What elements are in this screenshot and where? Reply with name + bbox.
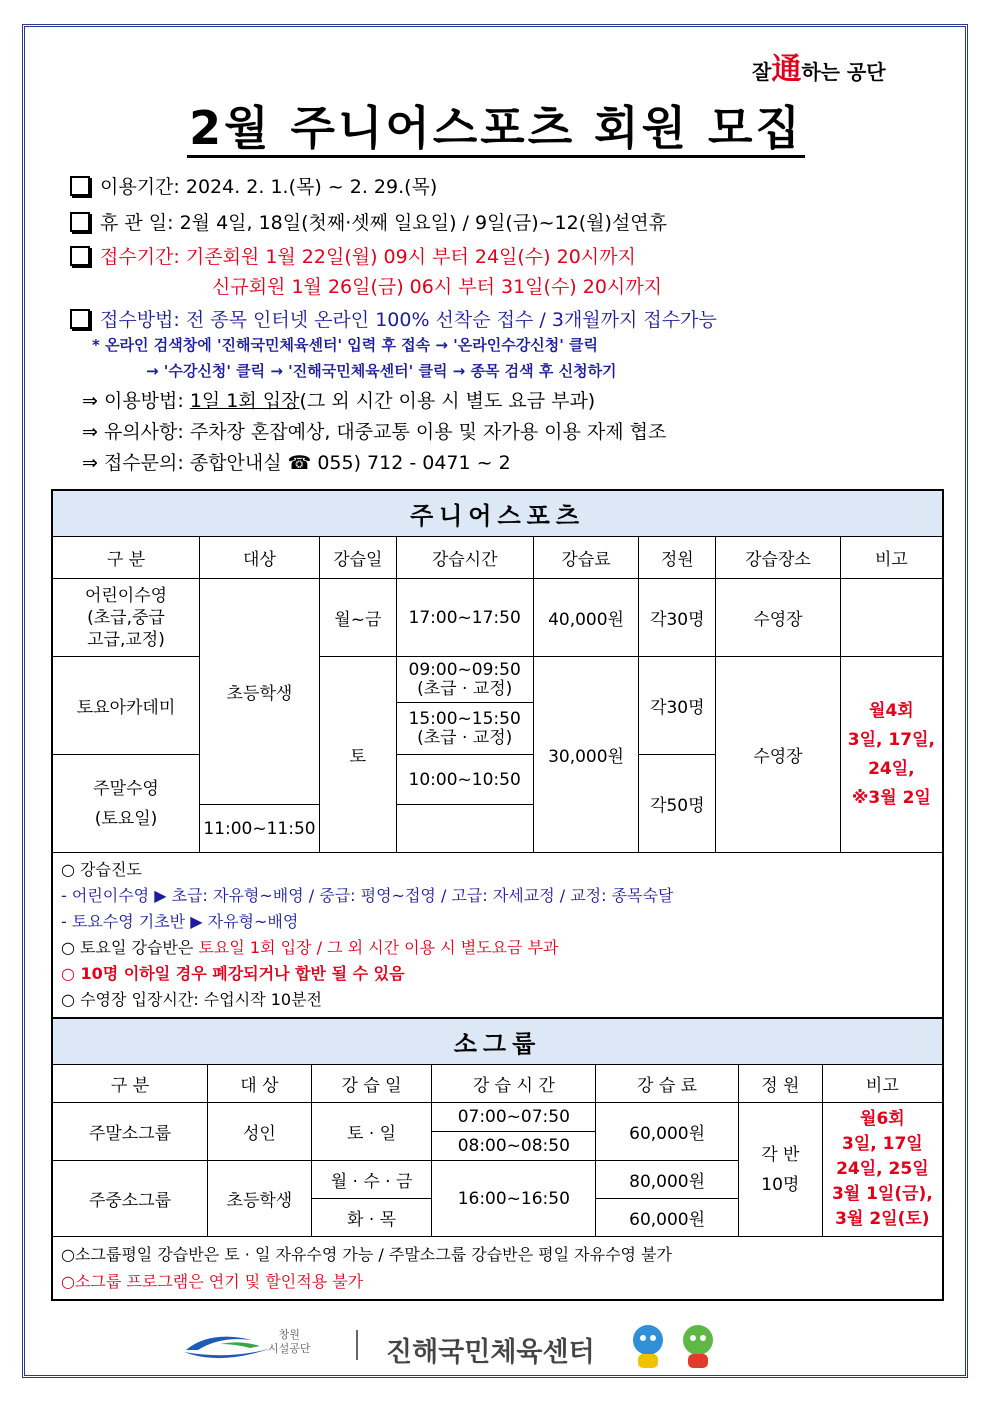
program-name: 토요아카데미 <box>52 657 200 755</box>
info-holiday: 휴 관 일: 2월 4일, 18일(첫째·셋째 일요일) / 9일(금)~12(월)설연휴 <box>70 208 667 235</box>
table-header-row <box>52 1065 943 1103</box>
footer <box>180 1320 740 1370</box>
col-header: 강습일 <box>319 537 396 579</box>
note-line: - 어린이수영 ▶ 초급: 자유형~배영 / 중급: 평영~접영 / 고급: 자세교정 / 교정: 종목숙달 <box>61 886 674 905</box>
program-name: 주말수영 (토요일) <box>52 755 200 853</box>
capacity-cell: 각30명 <box>639 657 716 755</box>
time-cell: 08:00~08:50 <box>432 1132 596 1161</box>
col-header: 비고 <box>822 1065 943 1103</box>
program-name: 어린이수영 (초급,중급 고급,교정) <box>52 579 200 657</box>
col-header: 비고 <box>840 537 943 579</box>
time-cell: 15:00~15:50 (초급 · 교정) <box>396 703 533 755</box>
info-registration: 접수기간: 기존회원 1월 22일(월) 09시 부터 24일(수) 20시까지 <box>70 242 636 269</box>
note-line: ○ 토요일 강습반은 토요일 1회 입장 / 그 외 시간 이용 시 별도요금 부과 <box>61 938 559 957</box>
days-cell: 화 · 목 <box>311 1199 432 1237</box>
capacity-cell: 각30명 <box>639 579 716 657</box>
table-row <box>52 1103 943 1132</box>
time-cell: 09:00~09:50 (초급 · 교정) <box>396 657 533 703</box>
days-cell: 월~금 <box>319 579 396 657</box>
target-cell: 성인 <box>208 1103 312 1161</box>
table-row <box>52 657 943 703</box>
mascot-characters-icon <box>620 1320 730 1370</box>
note-cell: 월4회 3일, 17일, 24일, ※3월 2일 <box>840 657 943 853</box>
info-method: 접수방법: 전 종목 인터넷 온라인 100% 선착순 접수 / 3개월까지 접수가능 <box>70 305 717 332</box>
agency-logo-icon <box>180 1326 280 1366</box>
col-header: 구 분 <box>52 537 200 579</box>
small-group-table-title: 소그룹 <box>52 1018 943 1065</box>
fee-cell: 60,000원 <box>596 1103 739 1161</box>
center-name: 진해국민체육센터 <box>386 1337 595 1368</box>
checkbox-icon <box>70 246 90 266</box>
fee-cell: 30,000원 <box>533 657 639 853</box>
page-title: 2월 주니어스포츠 회원 모집 <box>0 92 992 158</box>
col-header: 구 분 <box>52 1065 208 1103</box>
small-group-notes <box>52 1237 943 1301</box>
checkbox-icon <box>70 176 90 196</box>
place-cell: 수영장 <box>716 657 841 853</box>
note-line: ○소그룹 프로그램은 연기 및 할인적용 불가 <box>61 1272 364 1291</box>
junior-notes <box>52 853 943 1019</box>
info-usage: ⇒ 이용방법: 1일 1회 입장(그 외 시간 이용 시 별도 요금 부과) <box>82 390 596 412</box>
note-line: ○ 10명 이하일 경우 폐강되거나 합반 될 수 있음 <box>61 964 405 983</box>
note-line: - 토요수영 기초반 ▶ 자유형~배영 <box>61 912 299 931</box>
note-line: ○소그룹평일 강습반은 토 · 일 자유수영 가능 / 주말소그룹 강습반은 평일 자유수영 불가 <box>61 1245 672 1264</box>
col-header: 강 습 일 <box>311 1065 432 1103</box>
target-cell: 초등학생 <box>200 579 320 805</box>
fee-cell: 40,000원 <box>533 579 639 657</box>
time-cell: 10:00~10:50 <box>396 755 533 805</box>
junior-table-title: 주니어스포츠 <box>52 490 943 537</box>
fee-cell: 80,000원 <box>596 1161 739 1199</box>
place-cell: 수영장 <box>716 579 841 657</box>
method-note-2: → '수강신청' 클릭 → '진해국민체육센터' 클릭 → 종목 검색 후 신청하기 <box>146 362 617 380</box>
small-group-table <box>51 1017 944 1301</box>
time-cell: 17:00~17:50 <box>396 579 533 657</box>
col-header: 강 습 시 간 <box>432 1065 596 1103</box>
col-header: 정원 <box>639 537 716 579</box>
method-note-1: * 온라인 검색창에 '진해국민체육센터' 입력 후 접속 → '온라인수강신청' 클릭 <box>92 336 598 354</box>
col-header: 정 원 <box>738 1065 822 1103</box>
capacity-cell: 각 반 10명 <box>738 1103 822 1237</box>
capacity-cell: 각50명 <box>639 755 716 853</box>
time-cell: 07:00~07:50 <box>432 1103 596 1132</box>
col-header: 강습료 <box>533 537 639 579</box>
checkbox-icon <box>70 212 90 232</box>
target-cell: 초등학생 <box>208 1161 312 1237</box>
fee-cell: 60,000원 <box>596 1199 739 1237</box>
time-cell: 11:00~11:50 <box>200 805 320 853</box>
note-line: ○ 강습진도 <box>61 860 142 879</box>
table-header-row <box>52 537 943 579</box>
col-header: 강습장소 <box>716 537 841 579</box>
col-header: 강습시간 <box>396 537 533 579</box>
time-cell: 16:00~16:50 <box>432 1161 596 1237</box>
slogan: 잘通하는 공단 <box>752 52 886 87</box>
note-cell <box>840 579 943 657</box>
col-header: 대상 <box>200 537 320 579</box>
note-cell: 월6회 3일, 17일 24일, 25일 3월 1일(금), 3월 2일(토) <box>822 1103 943 1237</box>
col-header: 대 상 <box>208 1065 312 1103</box>
info-registration-new: 신규회원 1월 26일(금) 06시 부터 31일(수) 20시까지 <box>212 276 662 298</box>
info-caution: ⇒ 유의사항: 주차장 혼잡예상, 대중교통 이용 및 자가용 이용 자제 협조 <box>82 421 667 443</box>
note-line: ○ 수영장 입장시간: 수업시작 10분전 <box>61 990 322 1009</box>
checkbox-icon <box>70 309 90 329</box>
info-contact: ⇒ 접수문의: 종합안내실 ☎ 055) 712 - 0471 ~ 2 <box>82 452 511 474</box>
info-period: 이용기간: 2024. 2. 1.(목) ~ 2. 29.(목) <box>70 172 437 199</box>
days-cell: 토 · 일 <box>311 1103 432 1161</box>
days-cell: 토 <box>319 657 396 853</box>
junior-sports-table <box>51 489 944 1019</box>
footer-divider <box>356 1330 358 1360</box>
table-row <box>52 579 943 657</box>
days-cell: 월 · 수 · 금 <box>311 1161 432 1199</box>
program-name: 주중소그룹 <box>52 1161 208 1237</box>
agency-logo-text: 창원 시설공단 <box>268 1328 311 1355</box>
program-name: 주말소그룹 <box>52 1103 208 1161</box>
col-header: 강 습 료 <box>596 1065 739 1103</box>
